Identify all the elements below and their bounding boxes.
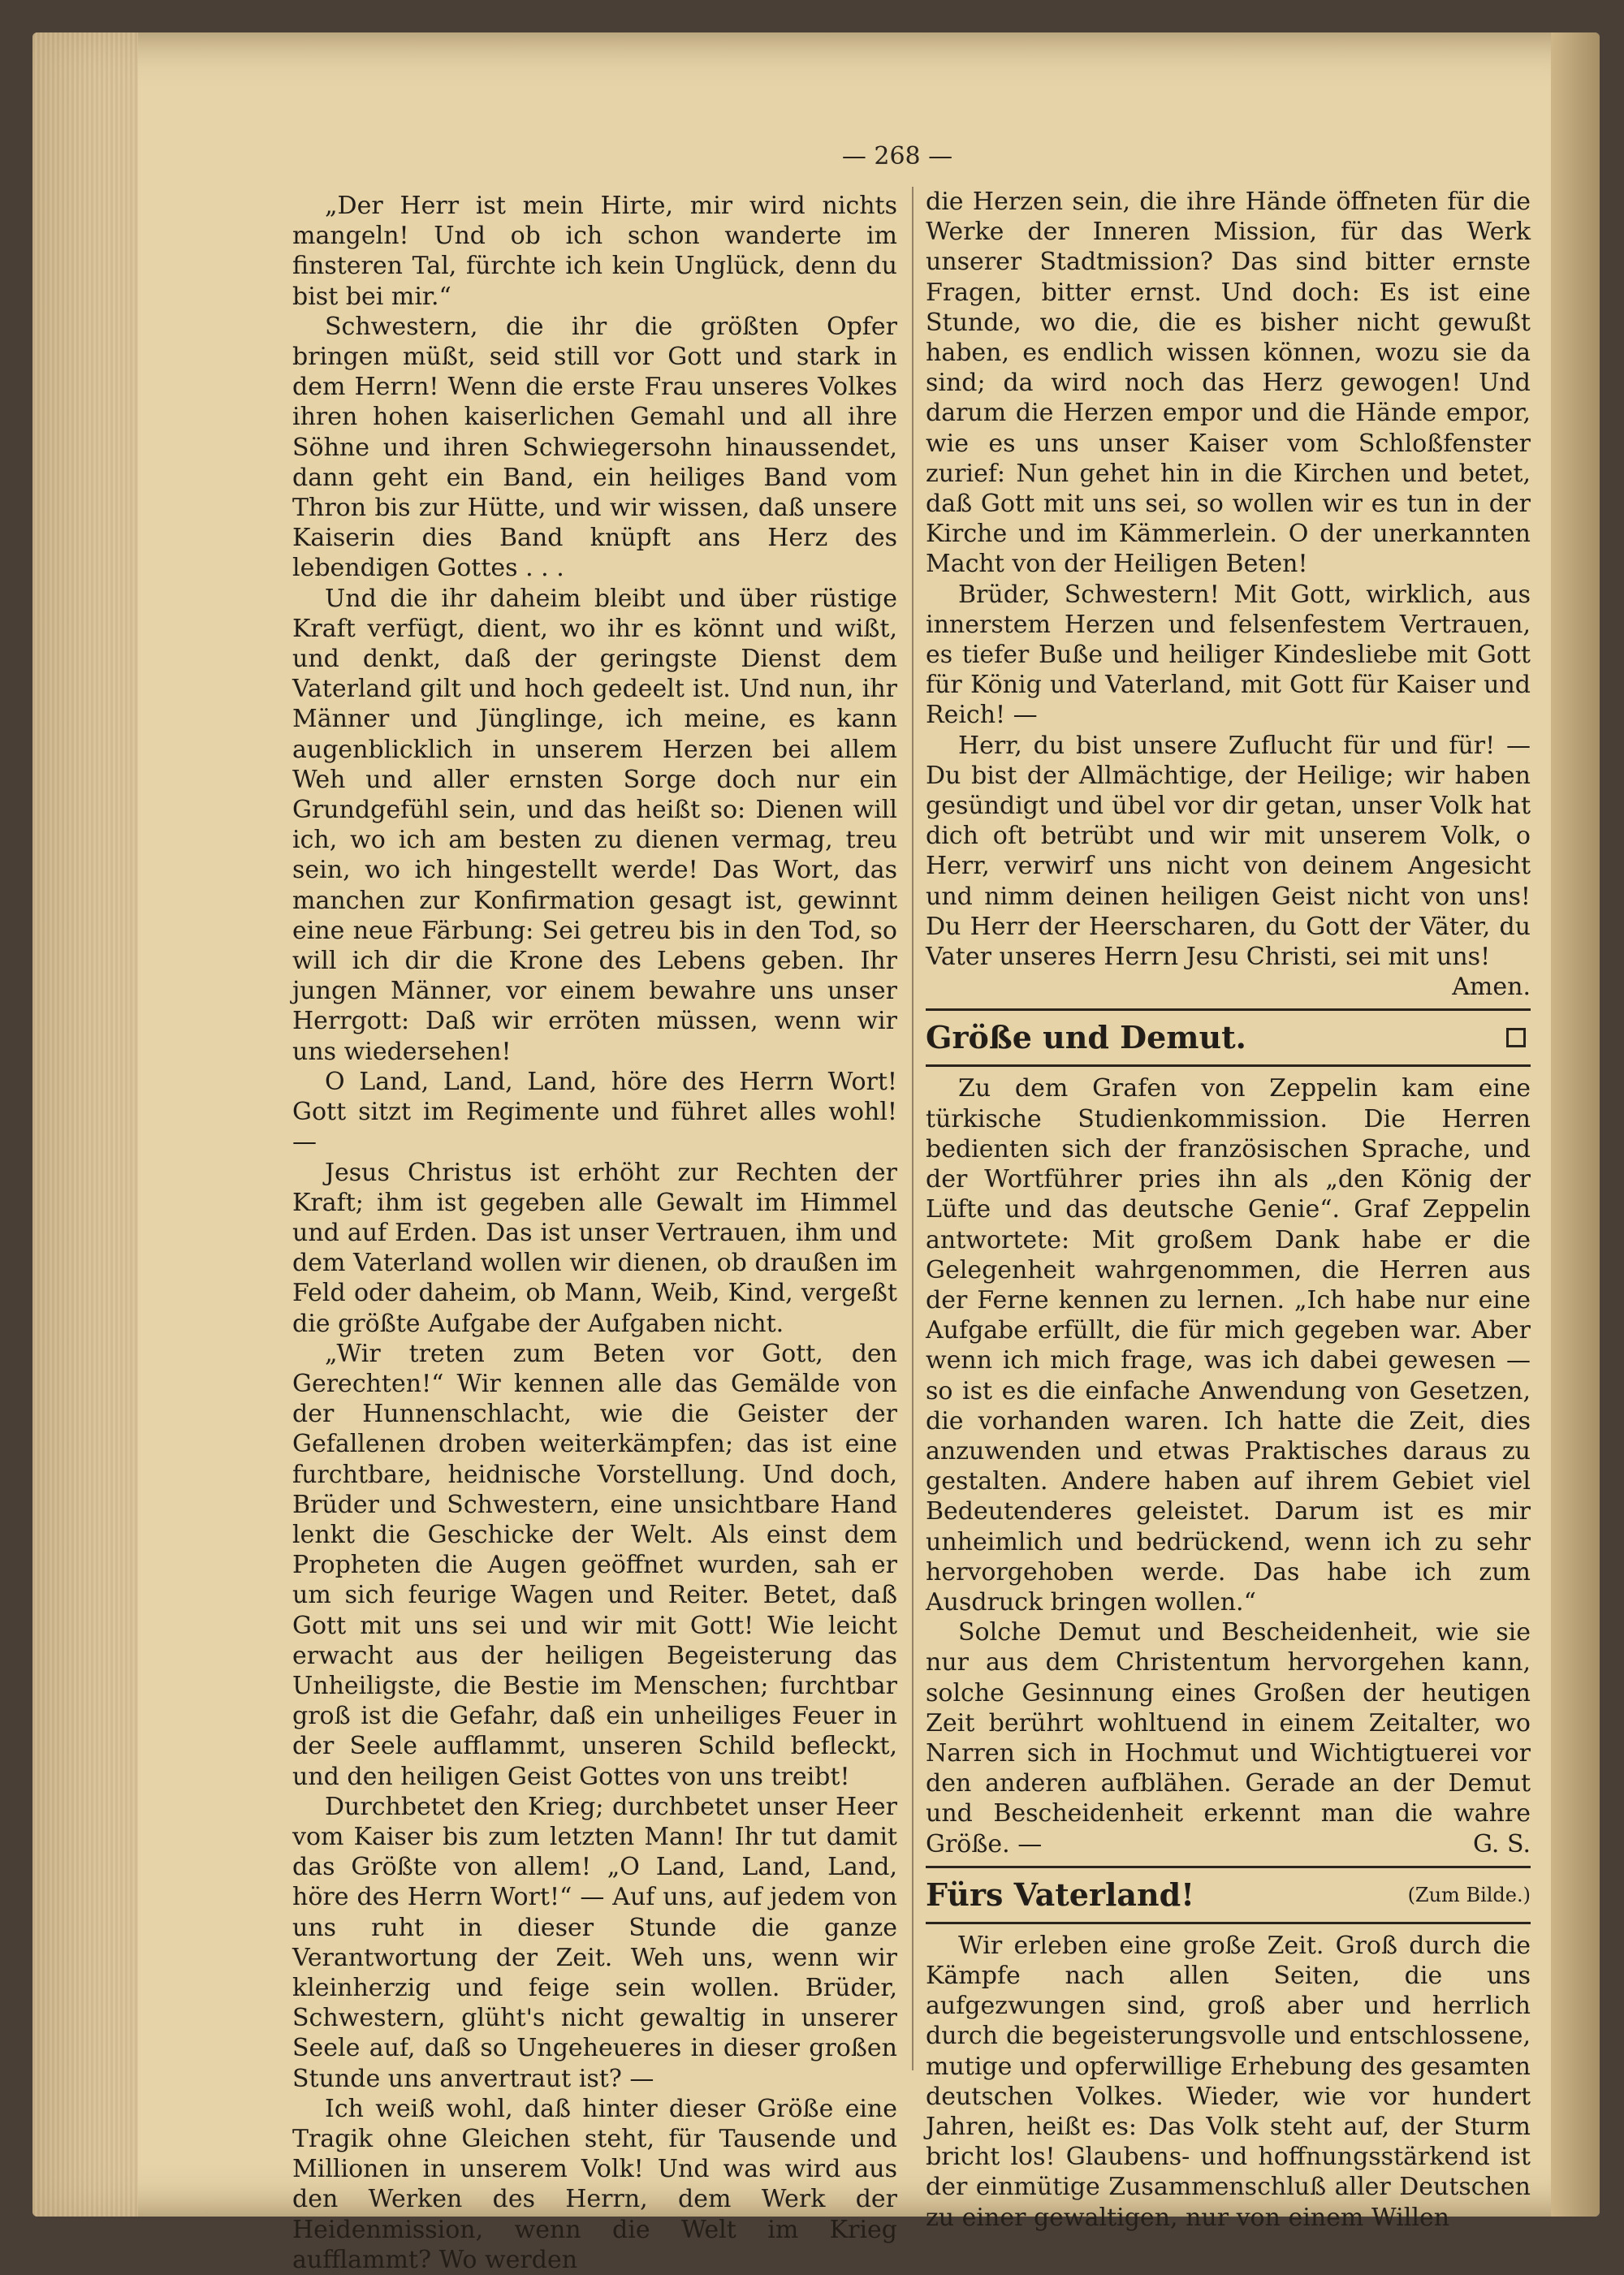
page-number: — 268 — <box>841 142 953 171</box>
paragraph: Brüder, Schwestern! Mit Gott, wirklich, aus innerstem Herzen und felsenfestem Vertrauen, es tiefer Buße und heiliger Kindesliebe mit Gott für König und Vaterland, mit Gott für Kaiser und Reich! — <box>926 580 1531 730</box>
book-spine <box>1551 32 1600 2217</box>
paragraph: Wir erleben eine große Zeit. Groß durch die Kämpfe nach allen Seiten, die uns aufgezwungen sind, groß aber und herrlich durch die begeisterungsvolle und entschlossene, mutige und opferwillige Erhebung des gesamten deutschen Volkes. Wieder, wie vor hundert Jahren, heißt es: Das Volk steht auf, der Sturm bricht los! Glaubens- und hoffnungsstärkend ist der einmütige Zusammenschluß aller Deutschen zu einer gewaltigen, nur von einem Willen <box>926 1931 1531 2232</box>
prayer-text: Herr, du bist unsere Zuflucht für und für! — Du bist der Allmächtige, der Heilige; wir haben gesündigt und übel vor dir getan, unser Volk hat dich oft betrübt und wir mit unserem Volk, o Herr, verwirf uns nicht von deinem Angesicht und nimm deinen heiligen Geist nicht von uns! Du Herr der Heerscharen, du Gott der Väter, du Vater unseres Herrn Jesu Christi, sei mit uns! <box>926 731 1531 972</box>
section-heading-vaterland <box>926 1875 1531 1915</box>
paragraph <box>926 731 1531 1002</box>
section-title: Größe und Demut. <box>926 1019 1246 1056</box>
column-divider <box>912 187 914 2070</box>
paragraph: die Herzen sein, die ihre Hände öffneten für die Werke der Inneren Mission, für das Werk unserer Stadtmission? Das sind bitter ernste Fragen, bitter ernst. Und doch: Es ist eine Stunde, wo die, die es bisher nicht gewußt haben, es endlich wissen können, wozu sie da sind; da wird noch das Herz gewogen! Und darum die Herzen empor und die Hände empor, wie es uns unser Kaiser vom Schloßfenster zurief: Nun gehet hin in die Kirchen und betet, daß Gott mit uns sei, so wollen wir es tun in der Kirche und im Kämmerlein. O der unerkannten Macht von der Heiligen Beten! <box>926 188 1531 579</box>
right-column <box>926 187 1531 2233</box>
paragraph <box>926 1617 1531 1859</box>
square-ornament-icon <box>1506 1028 1526 1047</box>
section-heading-groesse <box>926 1017 1531 1058</box>
paragraph: Durchbetet den Krieg; durchbetet unser Heer vom Kaiser bis zum letzten Mann! Ihr tut damit das Größte von allem! „O Land, Land, Land, höre des Herrn Wort!“ — Auf uns, auf jedem von uns ruht in dieser Stunde die ganze Verantwortung der Zeit. Weh uns, wenn wir kleinherzig und feige sein wollen. Brüder, Schwestern, glüht's nicht gewaltig in unserer Seele auf, daß so Ungeheueres in dieser großen Stunde uns anvertraut ist? — <box>292 1792 897 2093</box>
paragraph: Schwestern, die ihr die größten Opfer bringen müßt, seid still vor Gott und stark in dem Herrn! Wenn die erste Frau unseres Volkes ihren hohen kaiserlichen Gemahl und all ihre Söhne und ihren Schwiegersohn hinaussendet, dann geht ein Band, ein heiliges Band vom Thron bis zur Hütte, und wir wissen, daß unsere Kaiserin dies Band knüpft ans Herz des lebendigen Gottes . . . <box>292 312 897 583</box>
section-title: Fürs Vaterland! <box>926 1876 1194 1913</box>
paragraph: Und die ihr daheim bleibt und über rüstige Kraft verfügt, dient, wo ihr es könnt und wißt, und denkt, daß der geringste Dienst dem Vaterland gilt und hoch gedeelt ist. Und nun, ihr Männer und Jünglinge, ich meine, es kann augenblicklich in unserem Herzen bei allem Weh und aller ernsten Sorge doch nur ein Grundgefühl sein, und das heißt so: Dienen will ich, wo ich am besten zu dienen vermag, treu sein, wo ich hingestellt werde! Das Wort, das manchen zur Konfirmation gesagt ist, gewinnt eine neue Färbung: Sei getreu bis in den Tod, so will ich dir die Krone des Lebens geben. Ihr jungen Männer, vor einem bewahre uns unser Herrgott: Daß wir erröten müssen, wenn wir uns wiedersehen! <box>292 584 897 1066</box>
left-column <box>292 191 897 2275</box>
paragraph: Zu dem Grafen von Zeppelin kam eine türkische Studienkommission. Die Herren bedienten sich der französischen Sprache, und der Wortführer pries ihn als „den König der Lüfte und das deutsche Genie“. Graf Zeppelin antwortete: Mit großem Dank habe er die Gelegenheit wahrgenommen, die Herren aus der Ferne kennen zu lernen. „Ich habe nur eine Aufgabe erfüllt, die für mich gegeben war. Aber wenn ich mich frage, was ich dabei gewesen — so ist es die einfache Anwendung von Gesetzen, die vorhanden waren. Ich hatte die Zeit, dies anzuwenden und etwas Praktisches daraus zu gestalten. Andere haben auf ihrem Gebiet viel Bedeutenderes geleistet. Darum ist es mir unheimlich und bedrückend, wenn ich zu sehr hervorgehoben werde. Das habe ich zum Ausdruck bringen wollen.“ <box>926 1074 1531 1617</box>
section-rule <box>926 1064 1531 1067</box>
paragraph: O Land, Land, Land, höre des Herrn Wort! Gott sitzt im Regimente und führet alles wohl! — <box>292 1067 897 1157</box>
section-rule <box>926 1866 1531 1868</box>
section-note: (Zum Bilde.) <box>1407 1883 1531 1906</box>
paragraph: „Wir treten zum Beten vor Gott, den Gerechten!“ Wir kennen alle das Gemälde von der Hunnenschlacht, wie die Geister der Gefallenen droben weiterkämpfen; das ist eine furchtbare, heidnische Vorstellung. Und doch, Brüder und Schwestern, eine unsichtbare Hand lenkt die Geschicke der Welt. Als einst dem Propheten die Augen geöffnet wurden, sah er um sich feurige Wagen und Reiter. Betet, daß Gott mit uns sei und wir mit Gott! Wie leicht erwacht aus der heiligen Begeisterung das Unheiligste, die Bestie im Menschen; furchtbar groß ist die Gefahr, daß ein unheiliges Feuer in der Seele aufflammt, unseren Schild befleckt, und den heiligen Geist Gottes von uns treibt! <box>292 1339 897 1791</box>
page-stack-edge <box>32 32 138 2217</box>
author-signature: G. S. <box>1473 1829 1531 1858</box>
paragraph: Ich weiß wohl, daß hinter dieser Größe eine Tragik ohne Gleichen steht, für Tausende und Millionen in unserem Volk! Und was wird aus den Werken des Herrn, dem Werk der Heidenmission, wenn die Welt im Krieg aufflammt? Wo werden <box>292 2094 897 2274</box>
section-rule <box>926 1922 1531 1924</box>
section-rule <box>926 1008 1531 1011</box>
amen-signature: Amen. <box>1452 973 1531 1002</box>
paragraph: „Der Herr ist mein Hirte, mir wird nichts mangeln! Und ob ich schon wanderte im finsteren Tal, fürchte ich kein Unglück, denn du bist bei mir.“ <box>292 192 897 311</box>
paragraph-text: Solche Demut und Bescheidenheit, wie sie nur aus dem Christentum hervorgehen kann, solche Gesinnung eines Großen der heutigen Zeit berührt wohltuend in einem Zeitalter, wo Narren sich in Hochmut und Wichtigtuerei vor den anderen aufblähen. Gerade an der Demut und Bescheidenheit erkennt man die wahre Größe. — <box>926 1618 1531 1858</box>
paragraph: Jesus Christus ist erhöht zur Rechten der Kraft; ihm ist gegeben alle Gewalt im Himmel und auf Erden. Das ist unser Vertrauen, ihm und dem Vaterland wollen wir dienen, ob draußen im Feld oder daheim, ob Mann, Weib, Kind, vergeßt die größte Aufgabe der Aufgaben nicht. <box>292 1158 897 1338</box>
